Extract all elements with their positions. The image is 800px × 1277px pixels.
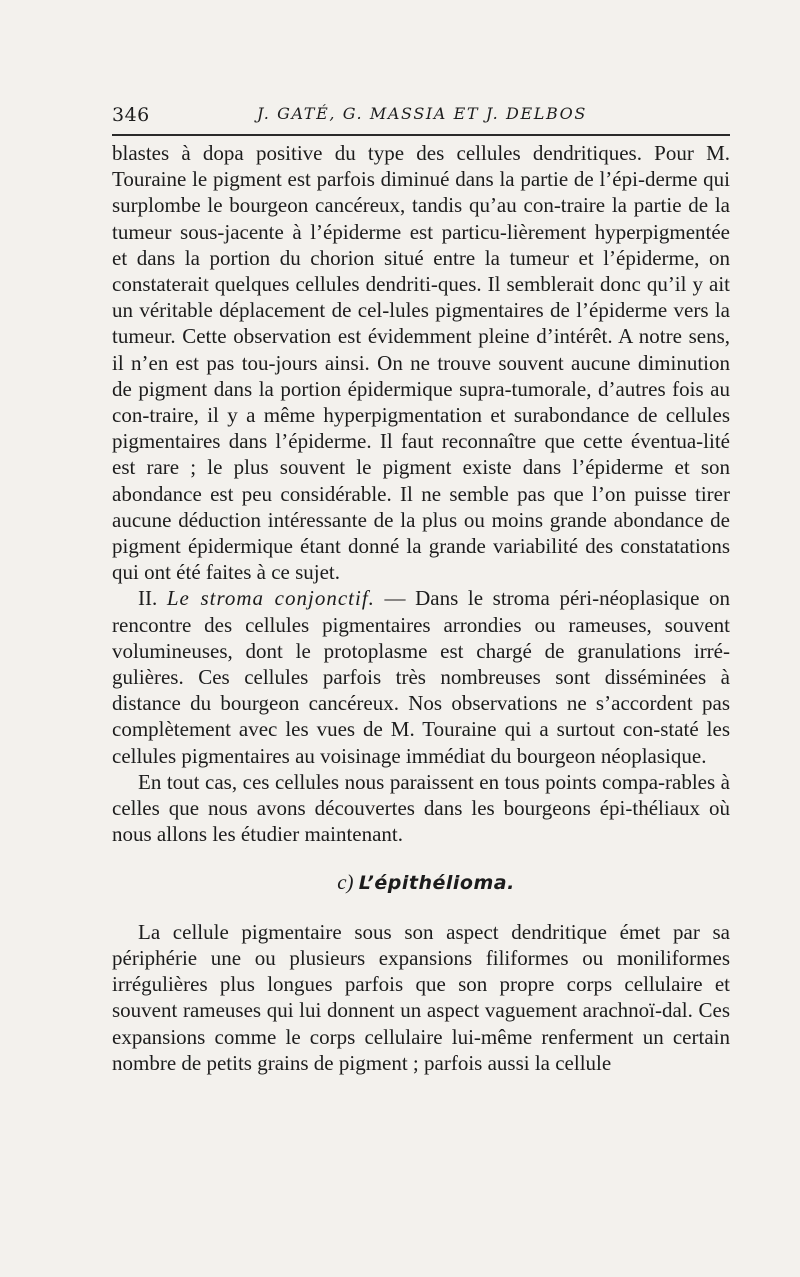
section-number: II. bbox=[138, 586, 158, 611]
paragraph-comparison: En tout cas, ces cellules nous paraissent en tous points compa-rables à celles que nous avons découvertes dans les bourgeons épi-théliaux où nous allons les étudier maintenant. bbox=[112, 769, 730, 847]
subsection-title: Le stroma conjonctif. bbox=[166, 586, 375, 611]
body-text bbox=[112, 140, 730, 1076]
paragraph-epithelioma: La cellule pigmentaire sous son aspect dendritique émet par sa périphérie une ou plusieurs expansions filiformes ou moniliformes irrégulières plus longues parfois que son propre corps cellulaire et souvent rameuses qui lui donnent un aspect vaguement arachnoï-dal. Ces expansions comme le corps cellulaire lui-même renferment un certain nombre de petits grains de pigment ; parfois aussi la cellule bbox=[112, 919, 730, 1075]
section-letter: c) bbox=[337, 870, 354, 895]
paragraph-stroma-text: — Dans le stroma péri-néoplasique on rencontre des cellules pigmentaires arrondies ou rameuses, souvent volumineuses, dont le protoplasme est chargé de granulations irré-gulières. Ces cellules parfois très nombreuses sont disséminées à distance du bourgeon cancéreux. Nos observations ne s’accordent pas complètement avec les vues de M. Touraine qui a surtout con-staté les cellules pigmentaires au voisinage immédiat du bourgeon néoplasique. bbox=[112, 586, 731, 768]
page-number: 346 bbox=[112, 104, 150, 126]
running-title: J. GATÉ, G. MASSIA ET J. DELBOS bbox=[257, 104, 587, 123]
section-heading bbox=[112, 869, 730, 896]
section-title: L’épithélioma. bbox=[358, 872, 515, 895]
paragraph-continuation: blastes à dopa positive du type des cellules dendritiques. Pour M. Touraine le pigment est parfois diminué dans la partie de l’épi-derme qui surplombe le bourgeon cancéreux, tandis qu’au con-traire la partie de la tumeur sous-jacente à l’épiderme est particu-lièrement hyperpigmentée et dans la portion du chorion situé entre la tumeur et l’épiderme, on constaterait quelques cellules dendriti-ques. Il semblerait donc qu’il y ait un véritable déplacement de cel-lules pigmentaires de l’épiderme vers la tumeur. Cette observation est évidemment pleine d’intérêt. A notre sens, il n’en est pas tou-jours ainsi. On ne trouve souvent aucune diminution de pigment dans la portion épidermique supra-tumorale, d’autres fois au con-traire, il y a même hyperpigmentation et surabondance de cellules pigmentaires dans l’épiderme. Il faut reconnaître que cette éventua-lité est rare ; le plus souvent le pigment existe dans l’épiderme et son abondance est peu considérable. Il ne semble pas que l’on puisse tirer aucune déduction intéressante de la plus ou moins grande abondance de pigment épidermique étant donné la grande variabilité des constatations qui ont été faites à ce sujet. bbox=[112, 141, 730, 585]
page-header bbox=[112, 98, 730, 130]
header-rule bbox=[112, 134, 730, 136]
paragraph-stroma bbox=[112, 585, 730, 768]
